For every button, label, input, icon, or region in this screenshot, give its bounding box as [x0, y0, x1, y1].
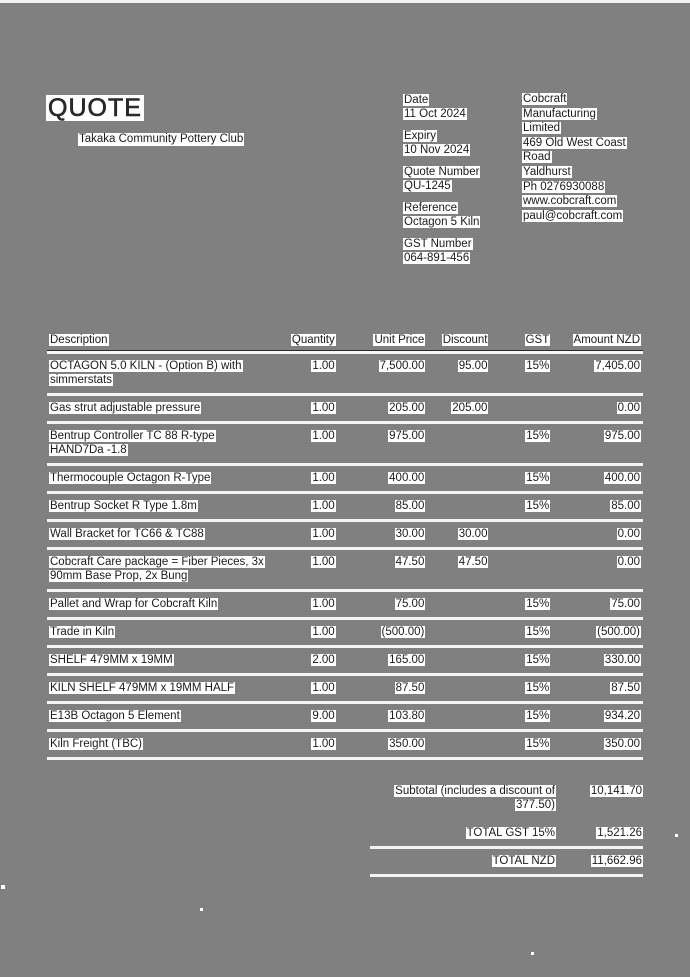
meta-gst-number: [403, 237, 513, 265]
row-amount: 0.00: [617, 402, 640, 414]
row-quantity: 9.00: [312, 710, 335, 722]
quote-number-value: QU-1245: [404, 180, 451, 192]
row-discount: [427, 619, 490, 647]
row-discount: 95.00: [458, 360, 488, 372]
row-quantity: 1.00: [312, 500, 335, 512]
row-description: Cobcraft Care package = Fiber Pieces, 3x 90mm Base Prop, 2x Bung: [50, 556, 264, 582]
row-description: KILN SHELF 479MM x 19MM HALF: [50, 682, 235, 694]
header-quantity: Quantity: [271, 330, 338, 353]
row-amount: 350.00: [604, 738, 640, 750]
row-gst: 15%: [526, 738, 550, 750]
supplier-line: Limited: [523, 122, 561, 135]
date-value: 11 Oct 2024: [404, 108, 466, 120]
header-unit-price: Unit Price: [338, 330, 428, 353]
row-quantity: 1.00: [312, 626, 335, 638]
supplier-line: Manufacturing: [523, 107, 596, 120]
row-discount: [427, 703, 490, 731]
row-gst: 15%: [526, 654, 550, 666]
table-row: [47, 423, 643, 465]
gst-number-value: 064-891-456: [404, 252, 470, 264]
supplier-address: [522, 92, 652, 223]
row-description: Thermocouple Octagon R-Type: [50, 472, 211, 484]
table-row: [47, 647, 643, 675]
supplier-line: Yaldhurst: [523, 165, 571, 178]
table-header-row: [47, 330, 643, 353]
row-amount: (500.00): [597, 626, 640, 638]
supplier-line: Cobcraft: [523, 93, 567, 105]
grand-total-label: TOTAL NZD: [492, 855, 555, 867]
row-quantity: 1.00: [312, 598, 335, 610]
row-description: Bentrup Socket R Type 1.8m: [50, 500, 197, 512]
row-unit-price: 30.00: [395, 528, 425, 540]
expiry-label: Expiry: [404, 130, 436, 142]
header-gst: GST: [490, 330, 552, 353]
reference-label: Reference: [404, 202, 458, 214]
line-items-table: [47, 330, 643, 760]
row-unit-price: 47.50: [395, 556, 425, 568]
row-unit-price: 205.00: [389, 402, 425, 414]
row-discount: 30.00: [458, 528, 488, 540]
expiry-value: 10 Nov 2024: [404, 144, 470, 156]
row-quantity: 2.00: [312, 654, 335, 666]
scan-speck: [200, 908, 203, 911]
row-quantity: 1.00: [312, 738, 335, 750]
row-gst: [490, 521, 552, 549]
table-row: [47, 675, 643, 703]
document-title: QUOTE: [48, 94, 142, 122]
row-unit-price: 165.00: [389, 654, 425, 666]
row-unit-price: 103.80: [389, 710, 425, 722]
subtotal-row: [370, 784, 643, 812]
supplier-email: paul@cobcraft.com: [523, 209, 623, 222]
row-unit-price: (500.00): [381, 626, 425, 638]
table-row: [47, 493, 643, 521]
row-description: E13B Octagon 5 Element: [50, 710, 180, 722]
row-description: Pallet and Wrap for Cobcraft Kiln: [50, 598, 218, 610]
row-description: OCTAGON 5.0 KILN - (Option B) with simmerstats: [50, 360, 242, 386]
row-unit-price: 400.00: [389, 472, 425, 484]
quote-number-label: Quote Number: [404, 166, 480, 178]
supplier-line: 469 Old West Coast: [523, 136, 626, 149]
meta-quote-number: [403, 165, 513, 193]
meta-reference: [403, 201, 513, 229]
row-description: Wall Bracket for TC66 & TC88: [50, 528, 204, 540]
row-quantity: 1.00: [312, 472, 335, 484]
row-gst: 15%: [526, 360, 550, 372]
row-gst: 15%: [526, 626, 550, 638]
row-amount: 934.20: [604, 710, 640, 722]
date-label: Date: [404, 94, 429, 106]
row-description: Kiln Freight (TBC): [50, 738, 143, 750]
row-description: Bentrup Controller TC 88 R-type HAND7Da -1.8: [50, 430, 215, 456]
customer-name-text: Takaka Community Pottery Club: [79, 133, 244, 145]
row-unit-price: 975.00: [389, 430, 425, 442]
total-gst-value: 1,521.26: [597, 827, 642, 839]
total-gst-label: TOTAL GST 15%: [466, 827, 555, 839]
row-amount: 400.00: [604, 472, 640, 484]
row-unit-price: 7,500.00: [379, 360, 425, 372]
row-discount: 47.50: [458, 556, 488, 568]
supplier-line: Road: [523, 151, 551, 164]
row-quantity: 1.00: [312, 682, 335, 694]
row-description: SHELF 479MM x 19MM: [50, 654, 173, 666]
subtotal-label: Subtotal (includes a discount of 377.50): [395, 785, 555, 811]
grand-total-value: 11,662.96: [591, 855, 642, 867]
row-quantity: 1.00: [312, 402, 335, 414]
supplier-website: www.cobcraft.com: [523, 195, 617, 208]
row-unit-price: 75.00: [395, 598, 425, 610]
row-discount: [427, 465, 490, 493]
supplier-phone: Ph 0276930088: [523, 180, 605, 193]
row-gst: [490, 395, 552, 423]
row-amount: 75.00: [611, 598, 640, 610]
row-discount: [427, 675, 490, 703]
total-gst-row: [370, 826, 643, 849]
row-gst: 15%: [526, 472, 550, 484]
row-description: Trade in Kiln: [50, 626, 115, 638]
row-quantity: 1.00: [312, 528, 335, 540]
row-amount: 0.00: [617, 556, 640, 568]
row-description: Gas strut adjustable pressure: [50, 402, 201, 414]
row-discount: [427, 731, 490, 759]
row-gst: [490, 549, 552, 591]
row-discount: 205.00: [452, 402, 488, 414]
scan-speck: [531, 952, 534, 955]
meta-date: [403, 93, 513, 121]
header-description: Description: [47, 330, 271, 353]
table-row: [47, 549, 643, 591]
row-unit-price: 85.00: [395, 500, 425, 512]
table-row: [47, 591, 643, 619]
row-quantity: 1.00: [312, 430, 335, 442]
row-gst: 15%: [526, 682, 550, 694]
table-row: [47, 395, 643, 423]
scan-edge: [0, 0, 690, 3]
row-quantity: 1.00: [312, 360, 335, 372]
row-discount: [427, 591, 490, 619]
table-row: [47, 703, 643, 731]
row-discount: [427, 493, 490, 521]
gst-number-label: GST Number: [404, 238, 472, 250]
table-row: [47, 619, 643, 647]
header-discount: Discount: [427, 330, 490, 353]
row-gst: 15%: [526, 430, 550, 442]
scan-speck: [1, 885, 5, 889]
scan-speck: [675, 834, 678, 837]
row-unit-price: 350.00: [389, 738, 425, 750]
row-amount: 7,405.00: [595, 360, 640, 372]
reference-value: Octagon 5 Kiln: [404, 216, 480, 228]
table-row: [47, 521, 643, 549]
row-amount: 330.00: [604, 654, 640, 666]
table-row: [47, 353, 643, 395]
row-discount: [427, 423, 490, 465]
row-amount: 85.00: [611, 500, 640, 512]
meta-expiry: [403, 129, 513, 157]
grand-total-row: [370, 854, 643, 877]
header-amount: Amount NZD: [552, 330, 643, 353]
quote-meta: [403, 93, 513, 273]
table-row: [47, 731, 643, 759]
row-unit-price: 87.50: [395, 682, 425, 694]
customer-name: [78, 133, 244, 146]
table-row: [47, 465, 643, 493]
row-gst: 15%: [526, 710, 550, 722]
row-amount: 975.00: [604, 430, 640, 442]
subtotal-value: 10,141.70: [590, 785, 642, 797]
row-gst: 15%: [526, 598, 550, 610]
row-discount: [427, 647, 490, 675]
row-amount: 87.50: [611, 682, 640, 694]
totals-section: [370, 784, 643, 877]
row-gst: 15%: [526, 500, 550, 512]
row-amount: 0.00: [617, 528, 640, 540]
row-quantity: 1.00: [312, 556, 335, 568]
